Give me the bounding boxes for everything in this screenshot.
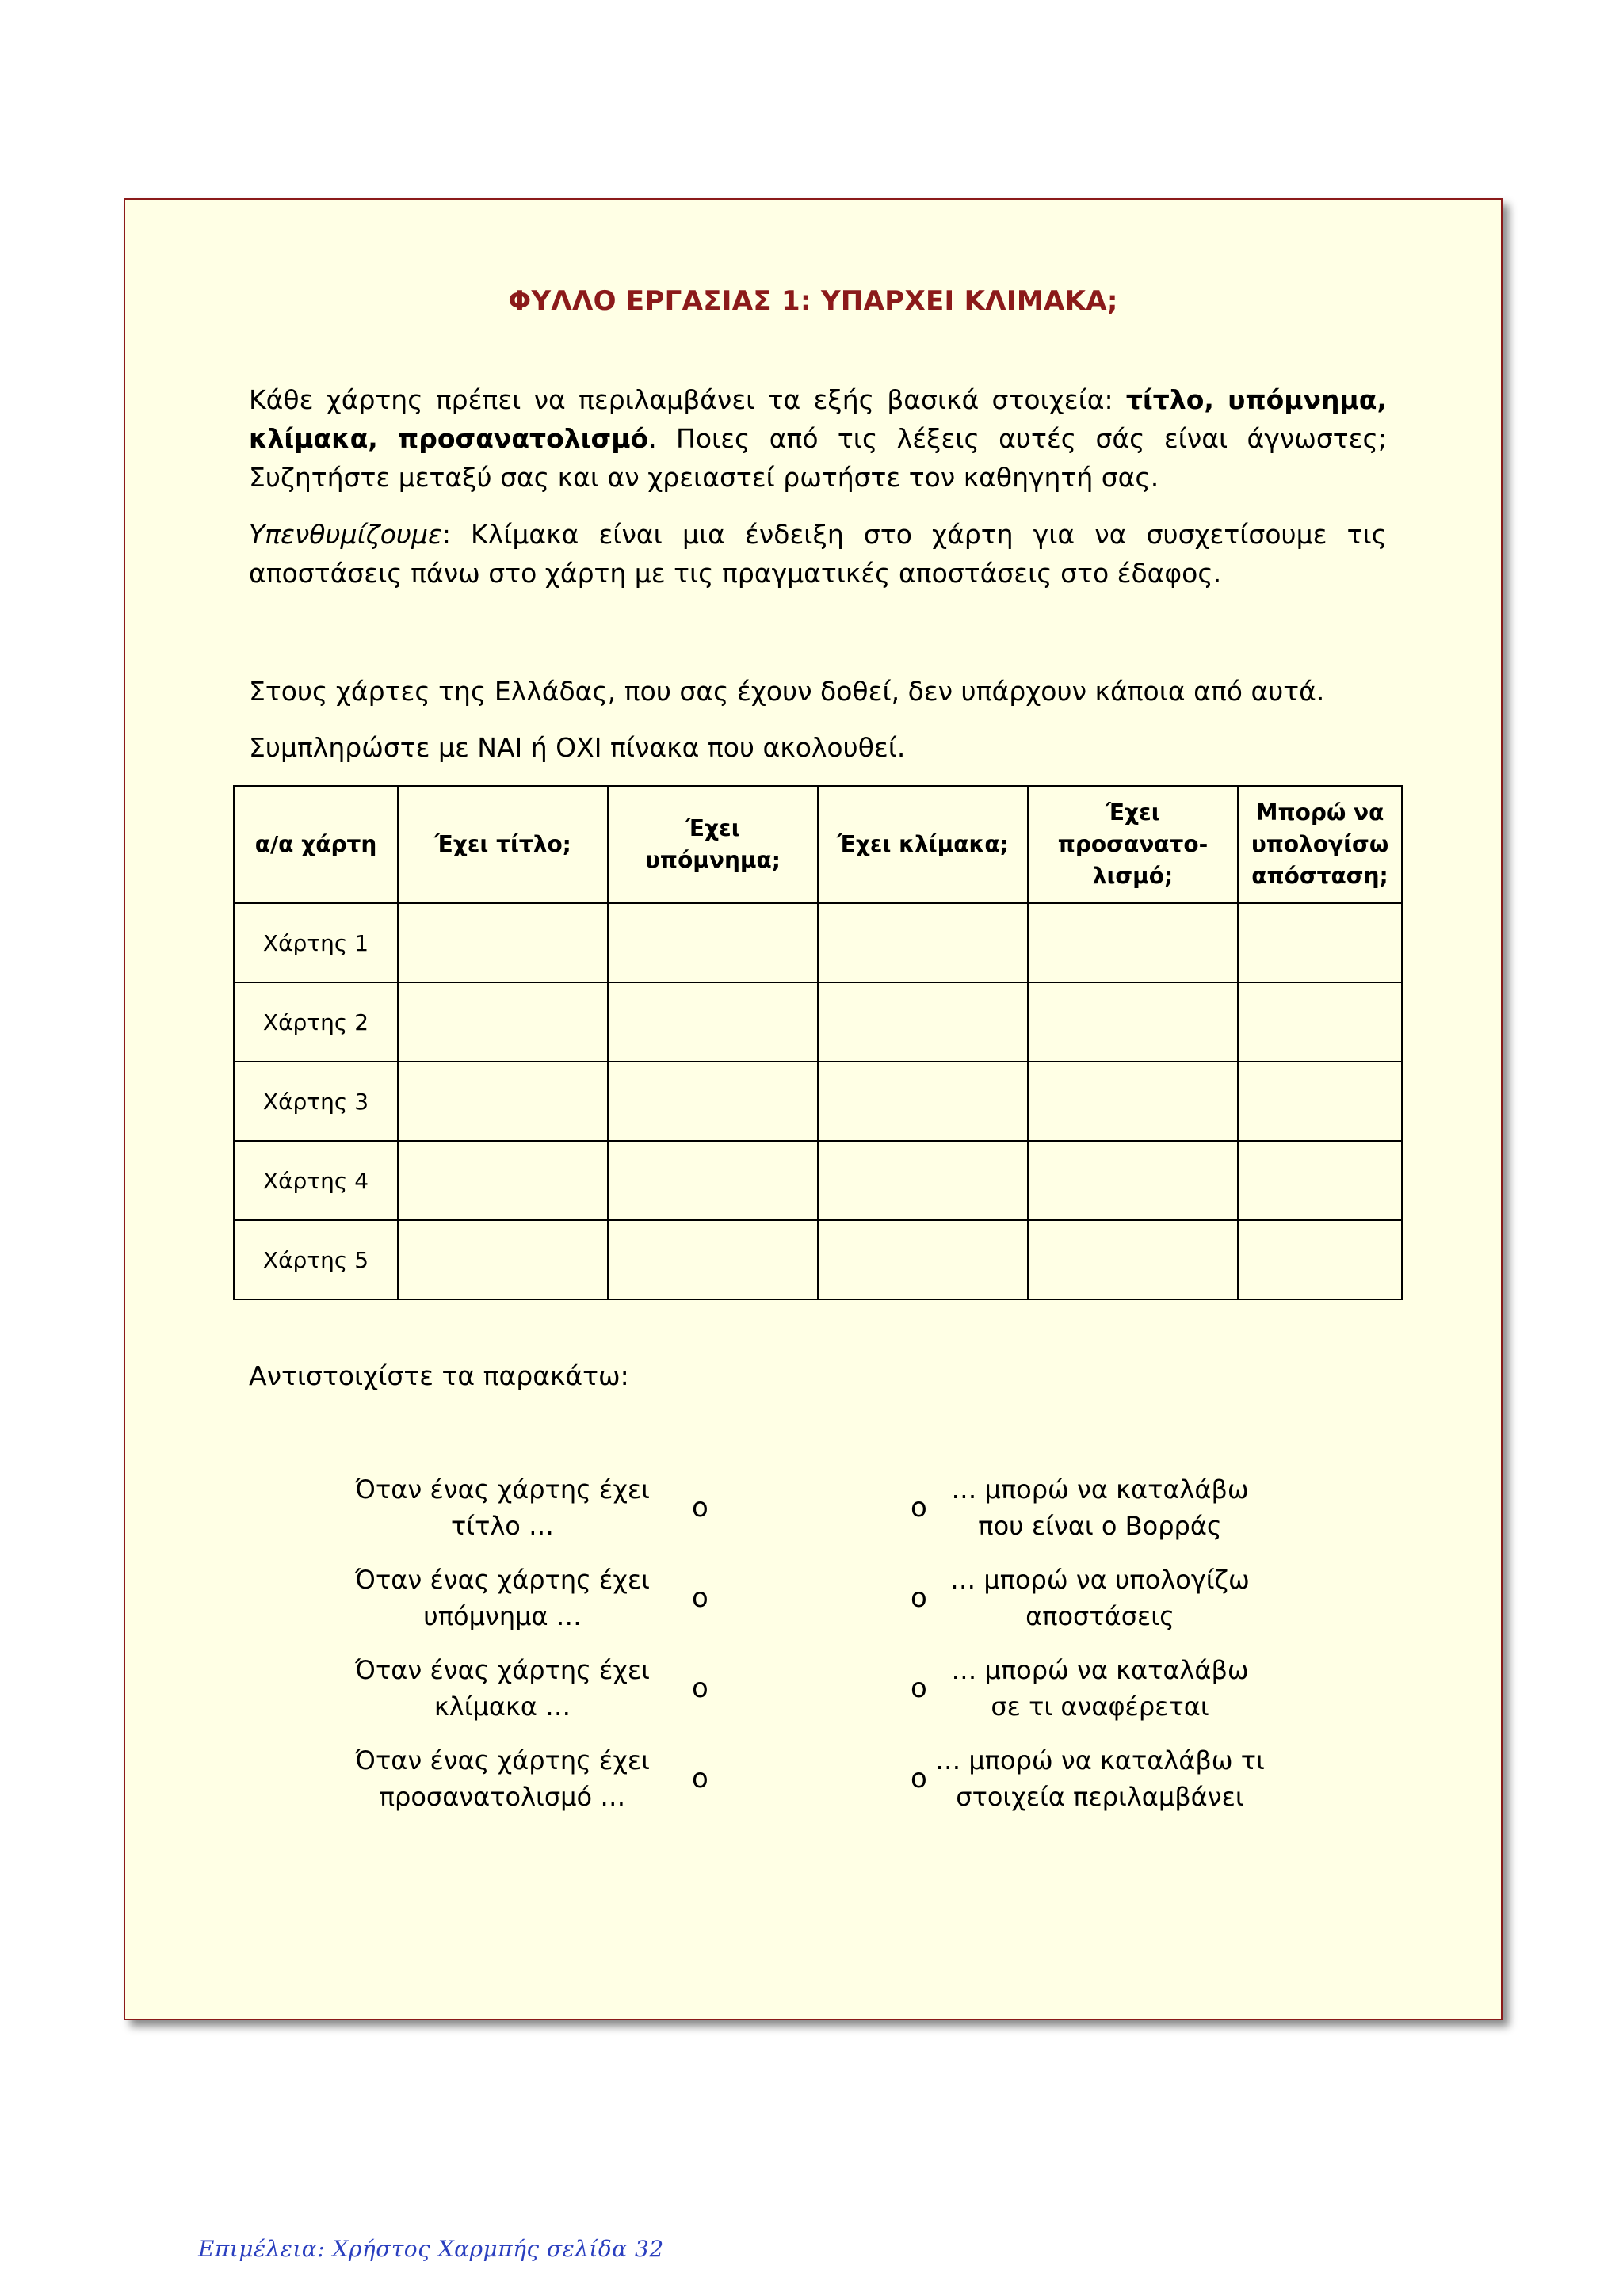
intro-bold-1: τίτλο, υπόμνημα, bbox=[1125, 384, 1387, 415]
answer-cell[interactable] bbox=[608, 1141, 818, 1220]
row-label: Χάρτης 5 bbox=[234, 1220, 398, 1299]
answer-cell[interactable] bbox=[1238, 982, 1402, 1062]
row-label: Χάρτης 2 bbox=[234, 982, 398, 1062]
row-label: Χάρτης 4 bbox=[234, 1141, 398, 1220]
matching-heading: Αντιστοιχίστε τα παρακάτω: bbox=[249, 1360, 629, 1391]
worksheet-title: ΦΥΛΛΟ ΕΡΓΑΣΙΑΣ 1: ΥΠΑΡΧΕΙ ΚΛΙΜΑΚΑ; bbox=[508, 285, 1118, 317]
answer-cell[interactable] bbox=[818, 1141, 1028, 1220]
row-label: Χάρτης 1 bbox=[234, 903, 398, 982]
matching-right-item: … μπορώ να καταλάβω που είναι ο Βορράς bbox=[951, 1474, 1249, 1541]
fill-instruction: Συμπληρώστε με ΝΑΙ ή ΟΧΙ πίνακα που ακολουθεί. bbox=[249, 732, 906, 763]
matching-right-bullet[interactable]: ο bbox=[911, 1492, 927, 1524]
answer-cell[interactable] bbox=[608, 903, 818, 982]
answer-cell[interactable] bbox=[818, 982, 1028, 1062]
answer-cell[interactable] bbox=[1238, 1062, 1402, 1141]
matching-left-bullet[interactable]: ο bbox=[692, 1582, 708, 1614]
page-footer: Επιμέλεια: Χρήστος Χαρμπής σελίδα 32 bbox=[198, 2236, 664, 2262]
matching-left-item: Όταν ένας χάρτης έχει προσανατολισμό … bbox=[355, 1745, 650, 1812]
matching-left-item: Όταν ένας χάρτης έχει τίτλο … bbox=[355, 1474, 650, 1541]
answer-cell[interactable] bbox=[1238, 903, 1402, 982]
table-row bbox=[234, 903, 1402, 982]
worksheet-panel bbox=[124, 198, 1503, 2020]
reminder-line-1 bbox=[249, 515, 1387, 554]
reminder-text-2: αποστάσεις πάνω στο χάρτη με τις πραγματικές αποστάσεις στο έδαφος. bbox=[249, 558, 1222, 589]
intro-line-1 bbox=[249, 380, 1387, 419]
row-label: Χάρτης 3 bbox=[234, 1062, 398, 1141]
header-has-legend: Έχει υπόμνημα; bbox=[608, 786, 818, 903]
matching-left-bullet[interactable]: ο bbox=[692, 1492, 708, 1524]
table-row bbox=[234, 1220, 1402, 1299]
answer-cell[interactable] bbox=[1238, 1220, 1402, 1299]
intro-tail-2: Συζητήστε μεταξύ σας και αν χρειαστεί ρωτήστε τον καθηγητή σας. bbox=[249, 462, 1159, 493]
answer-cell[interactable] bbox=[398, 1062, 608, 1141]
answer-cell[interactable] bbox=[1238, 1141, 1402, 1220]
matching-right-item: … μπορώ να καταλάβω τι στοιχεία περιλαμβάνει bbox=[935, 1745, 1265, 1812]
answer-cell[interactable] bbox=[818, 903, 1028, 982]
header-can-compute-distance: Μπορώ να υπολογίσω απόσταση; bbox=[1238, 786, 1402, 903]
intro-line-2 bbox=[249, 419, 1387, 458]
answer-cell[interactable] bbox=[1028, 982, 1238, 1062]
table-row bbox=[234, 1141, 1402, 1220]
table-row bbox=[234, 1062, 1402, 1141]
table-row bbox=[234, 982, 1402, 1062]
header-map-number: α/α χάρτη bbox=[234, 786, 398, 903]
answer-cell[interactable] bbox=[818, 1220, 1028, 1299]
answer-cell[interactable] bbox=[1028, 1141, 1238, 1220]
intro-bold-2: κλίμακα, προσανατολισμό bbox=[249, 423, 649, 454]
answer-table bbox=[233, 785, 1403, 1300]
matching-right-item: … μπορώ να υπολογίζω αποστάσεις bbox=[950, 1565, 1250, 1631]
answer-cell[interactable] bbox=[1028, 903, 1238, 982]
answer-cell[interactable] bbox=[398, 903, 608, 982]
matching-right-bullet[interactable]: ο bbox=[911, 1672, 927, 1704]
reminder-label: Υπενθυμίζουμε bbox=[249, 519, 442, 550]
matching-left-bullet[interactable]: ο bbox=[692, 1763, 708, 1794]
matching-row bbox=[125, 1562, 1501, 1650]
answer-cell[interactable] bbox=[398, 982, 608, 1062]
matching-row bbox=[125, 1742, 1501, 1831]
intro-paragraph bbox=[249, 380, 1387, 497]
reminder-paragraph bbox=[249, 515, 1387, 593]
matching-right-bullet[interactable]: ο bbox=[911, 1763, 927, 1794]
maps-note: Στους χάρτες της Ελλάδας, που σας έχουν δοθεί, δεν υπάρχουν κάποια από αυτά. bbox=[249, 676, 1325, 707]
matching-row bbox=[125, 1652, 1501, 1741]
matching-right-item: … μπορώ να καταλάβω σε τι αναφέρεται bbox=[951, 1655, 1249, 1722]
header-has-orientation: Έχει προσανατο- λισμό; bbox=[1028, 786, 1238, 903]
header-has-title: Έχει τίτλο; bbox=[398, 786, 608, 903]
matching-left-item: Όταν ένας χάρτης έχει κλίμακα … bbox=[355, 1655, 650, 1722]
answer-cell[interactable] bbox=[608, 1220, 818, 1299]
header-has-scale: Έχει κλίμακα; bbox=[818, 786, 1028, 903]
answer-cell[interactable] bbox=[1028, 1220, 1238, 1299]
answer-cell[interactable] bbox=[608, 982, 818, 1062]
matching-exercise bbox=[125, 1471, 1501, 1836]
intro-tail-1: . Ποιες από τις λέξεις αυτές σάς είναι άγνωστες; bbox=[648, 423, 1387, 454]
answer-cell[interactable] bbox=[608, 1062, 818, 1141]
matching-right-bullet[interactable]: ο bbox=[911, 1582, 927, 1614]
matching-left-bullet[interactable]: ο bbox=[692, 1672, 708, 1704]
matching-row bbox=[125, 1471, 1501, 1560]
answer-cell[interactable] bbox=[818, 1062, 1028, 1141]
reminder-text-1: : Κλίμακα είναι μια ένδειξη στο χάρτη για να συσχετίσουμε τις bbox=[441, 519, 1387, 550]
answer-cell[interactable] bbox=[1028, 1062, 1238, 1141]
answer-cell[interactable] bbox=[398, 1220, 608, 1299]
matching-left-item: Όταν ένας χάρτης έχει υπόμνημα … bbox=[355, 1565, 650, 1631]
table-header-row bbox=[234, 786, 1402, 903]
intro-lead: Κάθε χάρτης πρέπει να περιλαμβάνει τα εξής βασικά στοιχεία: bbox=[249, 384, 1126, 415]
answer-cell[interactable] bbox=[398, 1141, 608, 1220]
